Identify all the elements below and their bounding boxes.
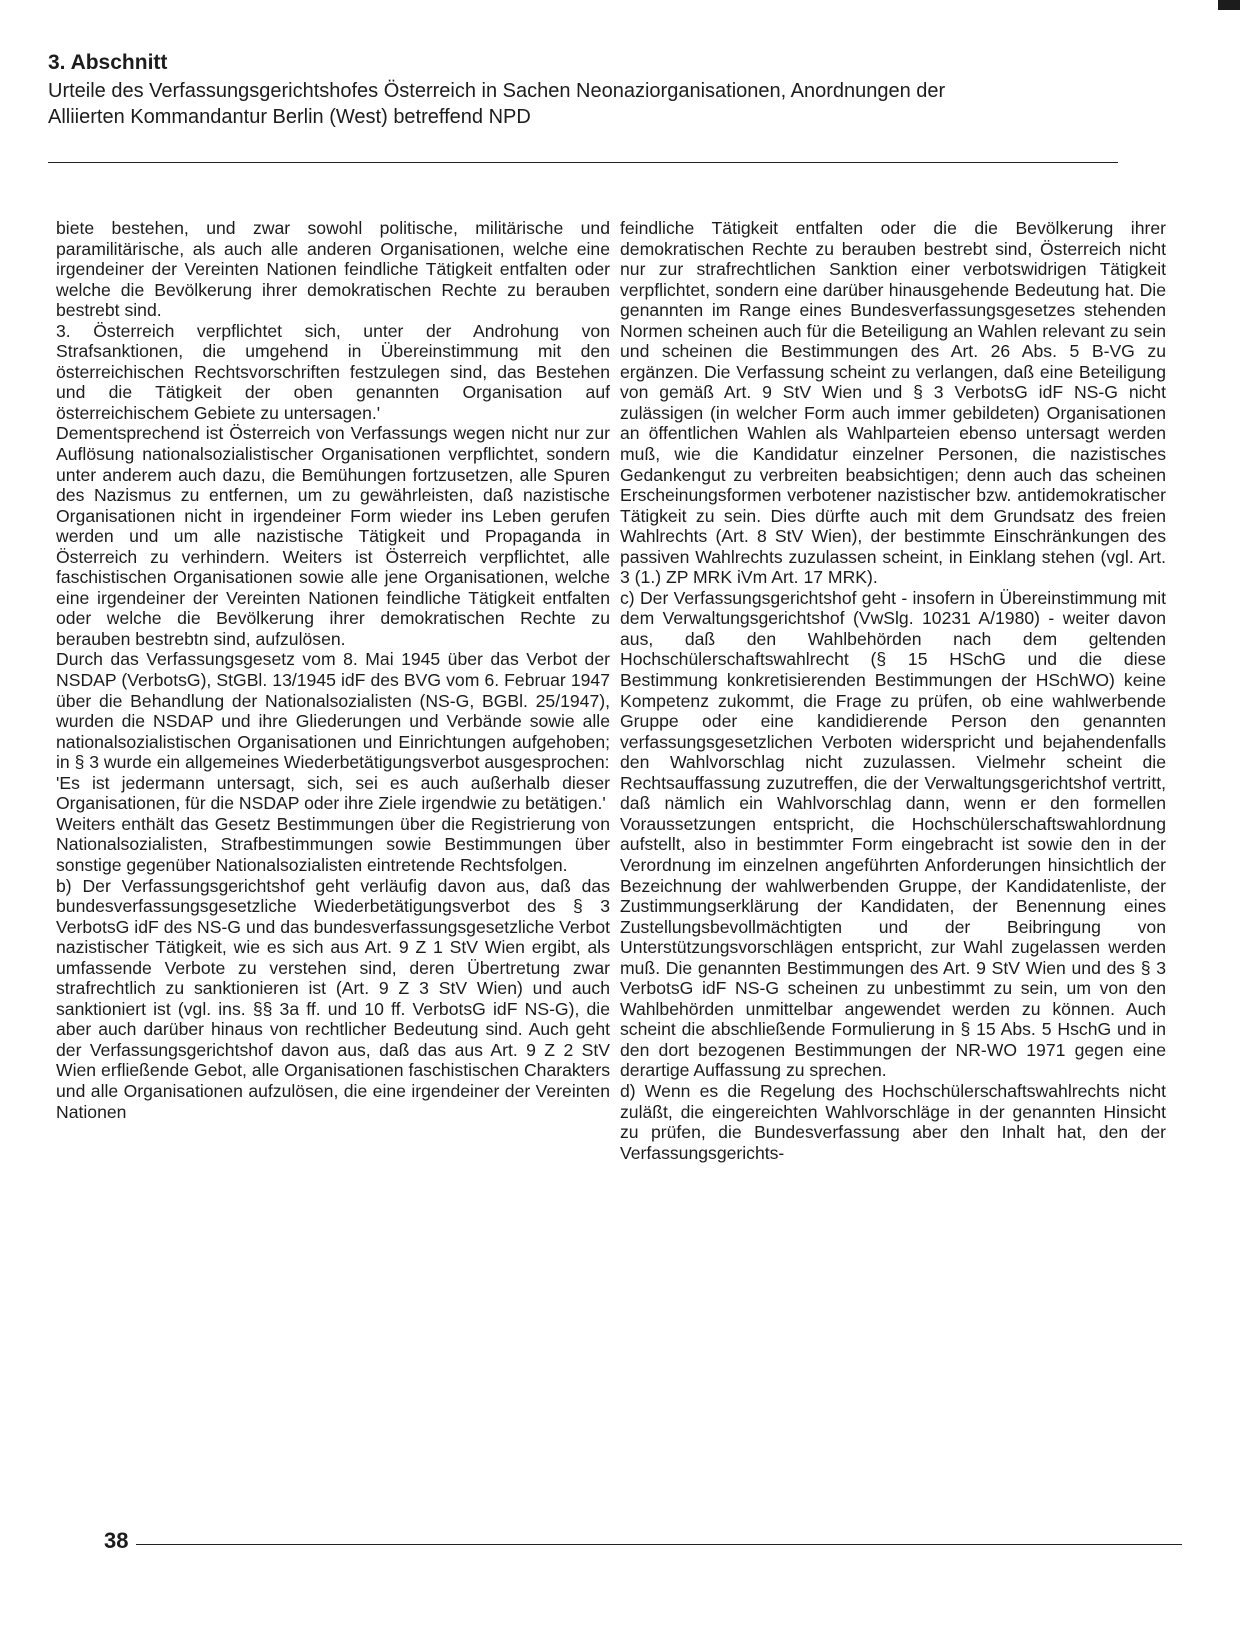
paragraph: Dementsprechend ist Österreich von Verfassungs wegen nicht nur zur Auflösung nationalsozialistischer Organisationen verpflichtet, sondern unter anderem auch dazu, die Bemühungen fortzusetzen, alle Spuren des Nazismus zu entfernen, um zu gewährleisten, daß nazistische Organisationen nicht in irgendeiner Form wieder ins Leben gerufen werden und um alle nazistische Tätigkeit und Propaganda in Österreich zu verhindern. Weiters ist Österreich verpflichtet, alle faschistischen Organisationen sowie alle jene Organisationen, welche eine irgendeiner der Vereinten Nationen feindliche Tätigkeit entfalten oder welche die Bevölkerung ihrer demokratischen Rechte zu berauben bestrebtn sind, aufzulösen. [56, 423, 610, 649]
corner-mark [1218, 0, 1240, 10]
paragraph: b) Der Verfassungsgerichtshof geht verläufig davon aus, daß das bundesverfassungsgesetzliche Wiederbetätigungsverbot des § 3 VerbotsG idF des NS-G und das bundesverfassungsgesetzliche Verbot nazistischer Tätigkeit, wie es sich aus Art. 9 Z 1 StV Wien ergibt, als umfassende Verbote zu verstehen sind, deren Übertretung zwar strafrechtlich zu sanktionieren ist (Art. 9 Z 3 StV Wien) und auch sanktioniert ist (vgl. ins. §§ 3a ff. und 10 ff. VerbotsG idF NS-G), die aber auch darüber hinaus von rechtlicher Bedeutung sind. Auch geht der Verfassungsgerichtshof davon aus, daß das aus Art. 9 Z 2 StV Wien erfließende Gebot, alle Organisationen faschistischen Charakters und alle Organisationen aufzulösen, die eine irgendeiner der Vereinten Nationen [56, 875, 610, 1122]
right-column [620, 218, 1166, 1163]
quote-paragraph: 'Es ist jedermann untersagt, sich, sei es auch außerhalb dieser Organisationen, für die NSDAP oder ihre Ziele irgendwie zu betätigen.' [56, 772, 610, 814]
paragraph: feindliche Tätigkeit entfalten oder die die Bevölkerung ihrer demokratischen Rechte zu berauben bestrebt sind, Österreich nicht nur zur strafrechtlichen Sanktion einer verbotswidrigen Tätigkeit verpflichtet, sondern eine darüber hinausgehende Bedeutung hat. Die genannten im Range eines Bundesverfassungsgesetzes stehenden Normen scheinen auch für die Beteiligung an Wahlen relevant zu sein und scheinen die Bestimmungen des Art. 26 Abs. 5 B-VG zu ergänzen. Die Verfassung scheint zu verlangen, daß eine Beteiligung von gemäß Art. 9 StV Wien und § 3 VerbotsG idF NS-G nicht zulässigen (in welcher Form auch immer gebildeten) Organisationen an öffentlichen Wahlen als Wahlparteien ebenso untersagt werden muß, wie die Kandidatur einzelner Personen, die nazistisches Gedankengut zu verbreiten beabsichtigen; denn auch das scheinen Erscheinungsformen verbotener nazistischer bzw. antidemokratischer Tätigkeit zu sein. Dies dürfte auch mit dem Grundsatz des freien Wahlrechts (Art. 8 StV Wien), der bestimmte Einschränkungen des passiven Wahlrechts zuzulassen scheint, in Einklang stehen (vgl. Art. 3 (1.) ZP MRK iVm Art. 17 MRK). [620, 218, 1166, 588]
paragraph: d) Wenn es die Regelung des Hochschülerschaftswahlrechts nicht zuläßt, die eingereichten Wahlvorschläge in der genannten Hinsicht zu prüfen, die Bundesverfassung aber den Inhalt hat, den der Verfassungsgerichts- [620, 1080, 1166, 1163]
paragraph: Weiters enthält das Gesetz Bestimmungen über die Registrierung von Nationalsozialisten, Strafbestimmungen sowie Bestimmungen über sonstige gegenüber Nationalsozialisten eintretende Rechtsfolgen. [56, 813, 610, 875]
left-column [56, 218, 610, 1122]
section-header [48, 50, 1128, 130]
footer-rule [136, 1544, 1182, 1545]
page-number: 38 [104, 1528, 129, 1553]
header-rule [48, 162, 1118, 163]
paragraph: c) Der Verfassungsgerichtshof geht - insofern in Übereinstimmung mit dem Verwaltungsgerichtshof (VwSlg. 10231 A/1980) - weiter davon aus, daß den Wahlbehörden nach dem geltenden Hochschülerschaftswahlrecht (§ 15 HSchG und die diese Bestimmung konkretisierenden Bestimmungen der HSchWO) keine Kompetenz zukommt, die Frage zu prüfen, ob eine wahlwerbende Gruppe oder eine kandidierende Person den genannten verfassungsgesetzlichen Verboten widerspricht und bejahendenfalls den Wahlvorschlag nicht zuzulassen. Vielmehr scheint die Rechtsauffassung zuzutreffen, die der Verwaltungsgerichtshof vertritt, daß nämlich ein Wahlvorschlag dann, wenn er den formellen Voraussetzungen entspricht, die Hochschülerschaftswahlordnung aufstellt, also in bestimmter Form eingebracht ist sowie den in der Verordnung im einzelnen angeführten Anforderungen hinsichtlich der Bezeichnung der wahlwerbenden Gruppe, der Kandidatenliste, der Zustimmungserklärung der Kandidaten, der Benennung eines Zustellungsbevollmächtigten und der Beibringung von Unterstützungsvorschlägen entspricht, zur Wahl zugelassen werden muß. Die genannten Bestimmungen des Art. 9 StV Wien und des § 3 VerbotsG idF NS-G scheinen zu unbestimmt zu sein, um von den Wahlbehörden unmittelbar angewendet werden zu können. Auch scheint die abschließende Formulierung in § 15 Abs. 5 HschG und in den dort bezogenen Bestimmungen der NR-WO 1971 gegen eine derartige Auffassung zu sprechen. [620, 587, 1166, 1081]
section-subtitle-line-1: Urteile des Verfassungsgerichtshofes Österreich in Sachen Neonaziorganisationen, Anordnungen der [48, 80, 946, 102]
section-subtitle-line-2: Alliierten Kommandantur Berlin (West) betreffend NPD [48, 106, 531, 128]
section-subtitle [48, 78, 1128, 130]
paragraph: biete bestehen, und zwar sowohl politische, militärische und paramilitärische, als auch alle anderen Organisationen, welche eine irgendeiner der Vereinten Nationen feindliche Tätigkeit entfalten oder welche die Bevölkerung ihrer demokratischen Rechte zu berauben bestrebt sind. [56, 218, 610, 321]
paragraph: 3. Österreich verpflichtet sich, unter der Androhung von Strafsanktionen, die umgehend in Übereinstimmung mit den österreichischen Rechtsvorschriften festzulegen sind, das Bestehen und die Tätigkeit der oben genannten Organisation auf österreichischem Gebiete zu untersagen.' [56, 320, 610, 423]
paragraph: Durch das Verfassungsgesetz vom 8. Mai 1945 über das Verbot der NSDAP (VerbotsG), StGBl. 13/1945 idF des BVG vom 6. Februar 1947 über die Behandlung der Nationalsozialisten (NS-G, BGBl. 25/1947), wurden die NSDAP und ihre Gliederungen und Verbände sowie alle nationalsozialistischen Organisationen und Einrichtungen aufgehoben; in § 3 wurde ein allgemeines Wiederbetätigungsverbot ausgesprochen: [56, 649, 610, 773]
section-label: 3. Abschnitt [48, 51, 168, 74]
